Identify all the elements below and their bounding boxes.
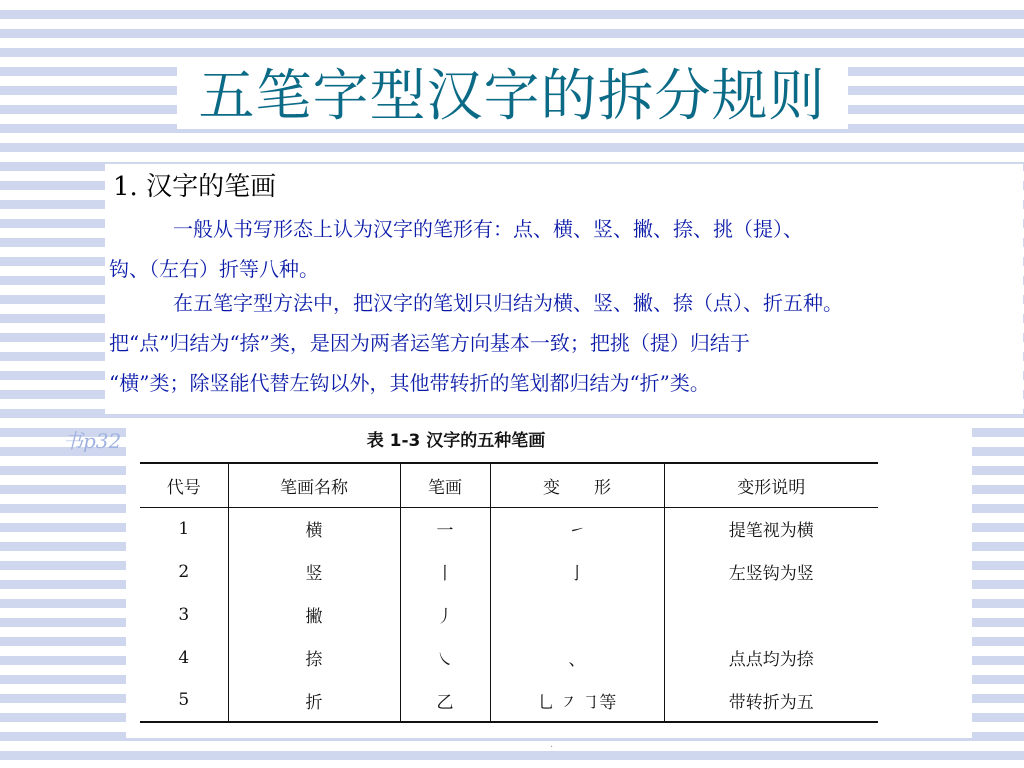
header-name: 笔画名称 — [228, 463, 400, 507]
cell-note: 点点均为捺 — [728, 650, 814, 670]
cell-variant: 、 — [490, 636, 664, 679]
side-note: 书p32 — [63, 429, 122, 453]
table-row — [140, 593, 878, 636]
table-panel — [126, 418, 972, 738]
cell-stroke: 丨 — [400, 550, 490, 593]
cell-stroke: ㇏ — [400, 636, 490, 679]
cell-note: 提笔视为横 — [728, 521, 814, 542]
cell-code: 1 — [140, 507, 228, 550]
table-row — [140, 550, 878, 593]
cell-variant — [490, 593, 664, 636]
cell-variant: ㇀ — [490, 507, 664, 550]
cell-note: 带转折为五 — [728, 692, 814, 713]
paragraph-line-2: 钩、（左右）折等八种。 — [109, 257, 319, 281]
cell-stroke: 丿 — [400, 593, 490, 636]
cell-note — [664, 593, 878, 636]
cell-variant: 亅 — [490, 550, 664, 593]
decorative-dot: · — [550, 742, 554, 753]
table-row — [140, 636, 878, 679]
cell-name: 折 — [228, 679, 400, 722]
paragraph-line-1: 一般从书写形态上认为汉字的笔形有：点、横、竖、撇、捺、挑（提）、 — [173, 217, 803, 241]
header-variant: 变 形 — [490, 463, 664, 507]
cell-code: 3 — [140, 593, 228, 636]
table-row — [140, 679, 878, 722]
cell-name: 横 — [228, 507, 400, 550]
cell-stroke: 一 — [400, 507, 490, 550]
header-code: 代号 — [140, 463, 228, 507]
cell-note: 左竖钩为竖 — [728, 564, 814, 584]
cell-variant: 乚 ㇇ ㇆等 — [490, 679, 664, 722]
slide-title — [0, 58, 1024, 136]
content-panel — [105, 164, 1023, 414]
table-caption: 表 1-3 汉字的五种笔画 — [366, 431, 546, 451]
paragraph-line-4: 把“点”归结为“捺”类，是因为两者运笔方向基本一致；把挑（提）归结于 — [109, 331, 750, 355]
cell-code: 5 — [140, 679, 228, 722]
header-note: 变形说明 — [737, 477, 806, 498]
paragraph-line-5: “横”类；除竖能代替左钩以外，其他带转折的笔划都归结为“折”类。 — [109, 371, 710, 395]
cell-code: 2 — [140, 550, 228, 593]
table-header-row — [140, 463, 878, 507]
cell-code: 4 — [140, 636, 228, 679]
slide-title-text: 五笔字型汉字的拆分规则 — [177, 64, 848, 129]
paragraph-line-3: 在五笔字型方法中，把汉字的笔划只归结为横、竖、撇、捺（点）、折五种。 — [173, 291, 843, 315]
cell-name: 撇 — [228, 593, 400, 636]
table-row — [140, 507, 878, 550]
stroke-table — [140, 462, 878, 723]
cell-name: 捺 — [228, 636, 400, 679]
cell-name: 竖 — [228, 550, 400, 593]
section-heading: 1. 汉字的笔画 — [113, 172, 277, 202]
header-stroke: 笔画 — [400, 463, 490, 507]
cell-stroke: 乙 — [400, 679, 490, 722]
